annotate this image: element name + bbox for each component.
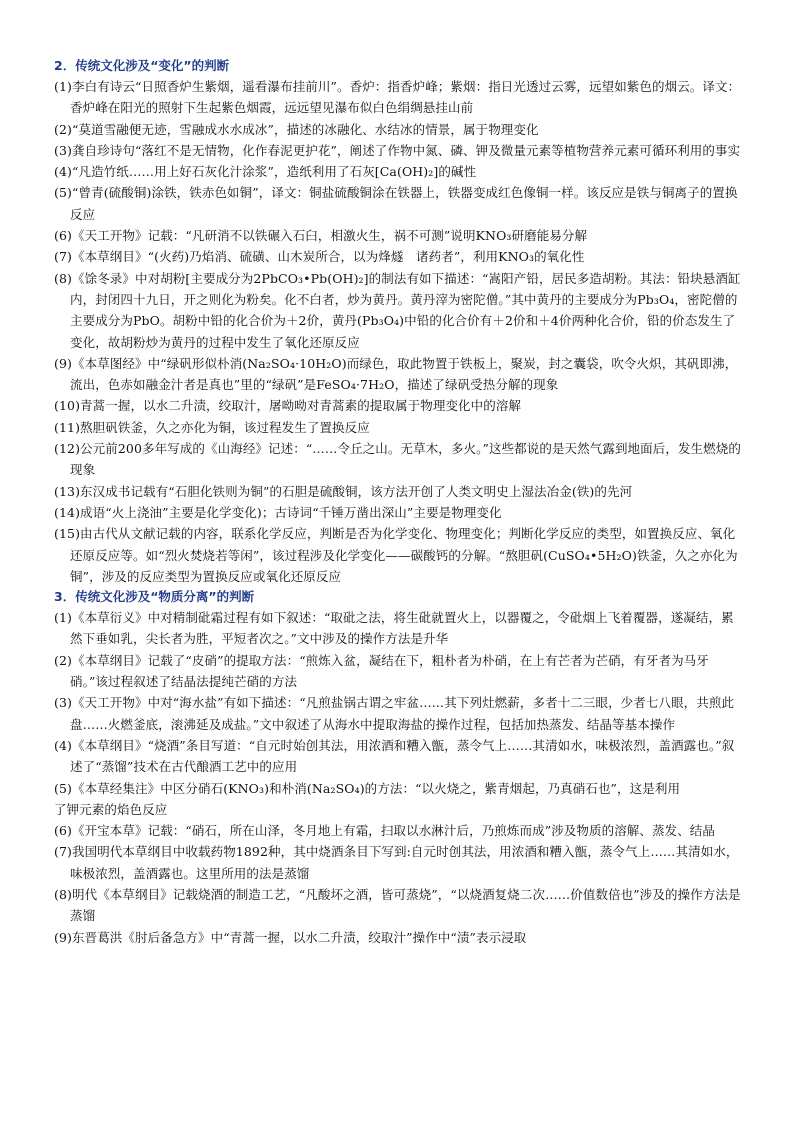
list-item: (10)青蒿一握，以水二升渍，绞取汁，屠呦呦对青蒿素的提取属于物理变化中的溶解 [54,398,522,414]
list-item: (7)《本草纲目》“(火药)乃焰消、硫磺、山木炭所合，以为烽燧 诸药者”，利用KNO₃的氧化性 [54,249,585,265]
list-item: (4)“凡造竹纸……用上好石灰化汁涂浆”，造纸利用了石灰[Ca(OH)₂]的碱性 [54,164,477,180]
section-title-change: 2．传统文化涉及“变化”的判断 [54,58,230,73]
list-item: 了钾元素的焰色反应 [54,801,168,817]
list-item: (5)“曾青(硫酸铜)涂铁，铁赤色如铜”，译文：铜盐硫酸铜涂在铁器上，铁器变成红色像铜一样。该反应是铁与铜离子的置换反应 [54,185,738,222]
list-item: (6)《天工开物》记载：“凡研消不以铁碾入石臼，相激火生，祸不可测”说明KNO₃研磨能易分解 [54,228,588,244]
list-item: (12)公元前200多年写成的《山海经》记述：“……令丘之山。无草木，多火。”这些都说的是天然气露到地面后，发生燃烧的现象 [54,441,741,478]
list-item: (2)《本草纲目》记载了“皮硝”的提取方法：“煎炼入盆，凝结在下，粗朴者为朴硝，在上有芒者为芒硝，有牙者为马牙硝。”该过程叙述了结晶法提纯芒硝的方法 [54,652,709,690]
list-item: (14)成语“火上浇油”主要是化学变化)；古诗词“千锤万凿出深山”主要是物理变化 [54,504,502,520]
list-item: (9)东晋葛洪《肘后备急方》中“青蒿一握，以水二升渍，绞取汁”操作中“渍”表示浸取 [54,929,527,945]
list-item: (1)《本草衍义》中对精制砒霜过程有如下叙述：“取砒之法，将生砒就置火上，以器覆之，令砒烟上飞着覆器，遂凝结，累然下垂如乳，尖长者为胜，平短者次之。”文中涉及的操作方法是升华 [54,610,734,647]
list-item: (8)明代《本草纲目》记载烧酒的制造工艺，“凡酸坏之酒，皆可蒸烧”，“以烧酒复烧二次……价值数倍也”涉及的操作方法是蒸馏 [54,886,741,924]
document-page [54,56,744,948]
list-item: (5)《本草经集注》中区分硝石(KNO₃)和朴消(Na₂SO₄)的方法：“以火烧之，紫青烟起，乃真硝石也”，这是利用 [54,780,681,796]
list-item: (13)东汉成书记载有“石胆化铁则为铜”的石胆是硫酸铜，该方法开创了人类文明史上湿法冶金(铁)的先河 [54,483,633,499]
list-item: (4)《本草纲目》“烧酒”条目写道：“自元时始创其法，用浓酒和糟入甑，蒸令气上……其清如水，味极浓烈，盖酒露也。”叙述了“蒸馏”技术在古代酿酒工艺中的应用 [54,737,735,775]
list-item: (9)《本草图经》中“绿矾形似朴消(Na₂SO₄·10H₂O)而绿色，取此物置于铁板上，聚炭，封之囊袋，吹令火炽，其矾即沸，流出，色赤如融金汁者是真也”里的“绿矾”是FeSO₄·7H₂O，描述了绿矾受热分解的现象 [54,355,738,393]
list-item: (6)《开宝本草》记载：“硝石，所在山泽，冬月地上有霜，扫取以水淋汁后，乃煎炼而成”涉及物质的溶解、蒸发、结晶 [54,823,715,839]
list-item: (15)由古代从文献记载的内容，联系化学反应，判断是否为化学变化、物理变化；判断化学反应的类型，如置换反应、氧化还原反应等。如“烈火焚烧若等闲”，该过程涉及化学变化——碳酸钙的分解。“熬胆矾(CuSO₄•5H₂O)铁釜，久之亦化为铜”，涉及的反应类型为置换反应或氧化还原反应 [54,526,738,584]
list-item: (3)龚自珍诗句“落红不是无情物，化作春泥更护花”，阐述了作物中氮、磷、钾及微量元素等植物营养元素可循环利用的事实 [54,142,741,158]
section-title-separation: 3．传统文化涉及“物质分离”的判断 [54,589,255,605]
list-item: (7)我国明代本草纲目中收载药物1892种，其中烧酒条目下写到:自元时创其法，用浓酒和糟入甑，蒸令气上……其清如水，味极浓烈，盖酒露也。这里所用的法是蒸馏 [54,844,739,881]
list-item: (11)熬胆矾铁釜，久之亦化为铜，该过程发生了置换反应 [54,419,370,435]
list-item: (2)“莫道雪融便无迹，雪融成水水成冰”，描述的冰融化、水结冰的情景，属于物理变化 [54,121,539,137]
list-item: (3)《天工开物》中对“海水盐”有如下描述：“凡煎盐锅古谓之牢盆……其下列灶燃薪，多者十二三眼，少者七八眼，共煎此盘……火燃釜底，滚沸延及成盐。”文中叙述了从海水中提取海盐的操作过程，包括加热蒸发、结晶等基本操作 [54,695,735,732]
list-item: (8)《馀冬录》中对胡粉[主要成分为2PbCO₃•Pb(OH)₂]的制法有如下描述：“嵩阳产铅，居民多造胡粉。其法：铅块悬酒缸内，封闭四十九日，开之则化为粉矣。化不白者，炒为黄丹。黄丹滓为密陀僧。”其中黄丹的主要成分为Pb₃O₄，密陀僧的主要成分为PbO。胡粉中铅的化合价为＋2价，黄丹(Pb₃O₄)中铅的化合价有＋2价和＋4价两种化合价，铅的价态发生了变化，故胡粉炒为黄丹的过程中发生了氧化还原反应 [54,270,741,350]
list-item: (1)李白有诗云“日照香炉生紫烟，遥看瀑布挂前川”。香炉：指香炉峰；紫烟：指日光透过云雾，远望如紫色的烟云。译文：香炉峰在阳光的照射下生起紫色烟霞，远远望见瀑布似白色绢绸悬挂山前 [54,79,741,116]
